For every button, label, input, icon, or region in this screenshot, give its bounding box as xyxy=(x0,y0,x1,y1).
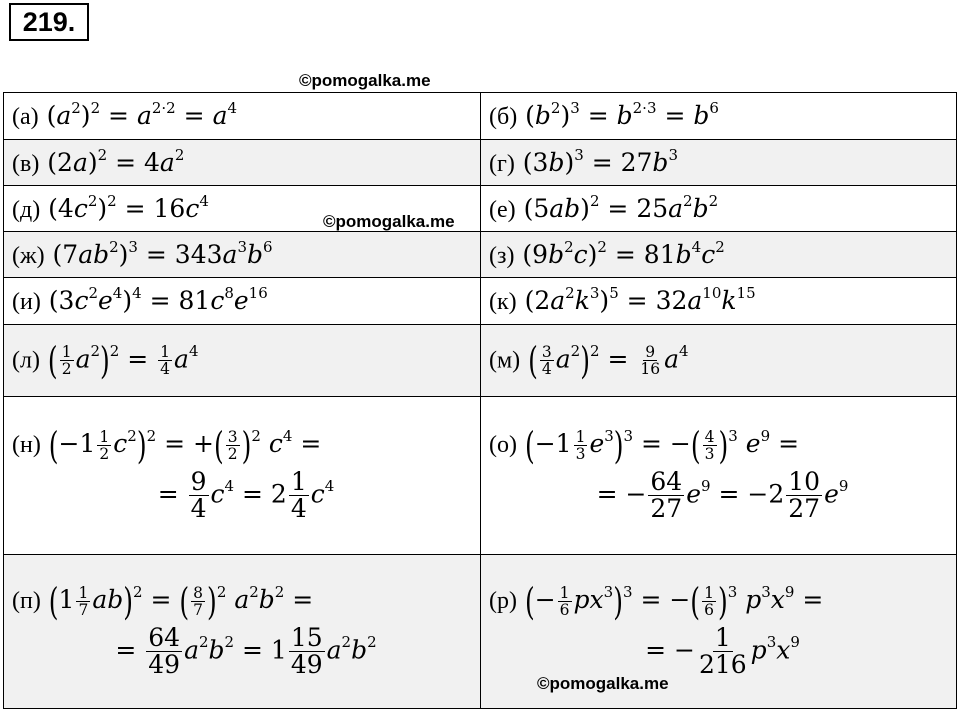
label-z: (з) xyxy=(489,242,515,269)
line-2: = − $\frac{64}{27}$ $e^9 = -2$ $\frac{10}{27}$ $e^9$ xyxy=(596,466,849,523)
label-n: (н) xyxy=(12,432,41,459)
label-p: (п) xyxy=(12,588,41,615)
watermark-bottom: ©pomogalka.me xyxy=(537,674,669,693)
line-2: = − $\frac{1}{216}$ $p^3x^9$ xyxy=(645,622,800,679)
line-2: = $\frac{9}{4}$ $c^4 = 2$ $\frac{1}{4}$ $c^4$ xyxy=(157,466,335,523)
cell-e: (е) $(5ab)^2 = 25a^2b^2$ xyxy=(481,186,957,232)
label-k: (к) xyxy=(489,289,517,315)
table-row xyxy=(4,278,957,325)
table-row xyxy=(4,186,957,232)
cell-o xyxy=(481,397,957,555)
line-1: (п) (1 $\frac{1}{7}$ ab)$^2$ = ( $\frac{8}{7}$ )$^2$ $a^2b^2$ = xyxy=(12,580,314,624)
cell-b: (б) $(b^2)^3 = b^{2\cdot 3} = b^6$ xyxy=(481,93,957,140)
label-e: (е) xyxy=(489,196,516,223)
label-g: (г) xyxy=(489,150,515,177)
label-i: (и) xyxy=(12,289,41,315)
exercise-table xyxy=(3,92,957,709)
line-2: = $\frac{64}{49}$ $a^2b^2 = 1$ $\frac{15}{49}$ $a^2b^2$ xyxy=(115,622,377,679)
label-zh: (ж) xyxy=(12,242,45,269)
line-1: (р) (− $\frac{1}{6}$ $px^3)^3$ = −( $\frac{1}{6}$ )$^3$ $p^3x^9$ = xyxy=(489,580,824,624)
cell-a: (а) $(a^2)^2 = a^{2\cdot 2} = a^4$ xyxy=(4,93,481,140)
label-m: (м) xyxy=(489,347,521,373)
label-l: (л) xyxy=(12,347,40,373)
table-row xyxy=(4,555,957,709)
cell-zh: (ж) $(7ab^2)^3 = 343a^3b^6$ xyxy=(4,232,481,278)
cell-d: (д) $(4c^2)^2 = 16c^4$ xyxy=(4,186,481,232)
line-1: (н) (−1 $\frac{1}{2}$ $c^2)^2$ = +( $\frac{3}{2}$ )$^2$ $c^4$ = xyxy=(12,424,322,468)
cell-k: (к) $(2a^2k^3)^5 = 32a^{10}k^{15}$ xyxy=(481,278,957,325)
label-v: (в) xyxy=(12,150,40,177)
label-b: (б) xyxy=(489,104,518,130)
cell-m: (м) ( $\frac{3}{4}$ $a^2)^2$ = $\frac{9}{16}$ $a^4$ xyxy=(481,325,957,397)
table-row xyxy=(4,93,957,140)
cell-p xyxy=(4,555,481,709)
table-row xyxy=(4,140,957,186)
cell-i: (и) $(3c^2e^4)^4 = 81c^8e^{16}$ xyxy=(4,278,481,325)
line-1: (о) (−1 $\frac{1}{3}$ $e^3)^3$ = −( $\frac{4}{3}$ )$^3$ $e^9$ = xyxy=(489,424,800,468)
watermark-top: ©pomogalka.me xyxy=(299,71,431,90)
label-r: (р) xyxy=(489,588,517,615)
watermark-middle: ©pomogalka.me xyxy=(323,212,455,231)
label-d: (д) xyxy=(12,196,41,223)
cell-z: (з) $(9b^2c)^2 = 81b^4c^2$ xyxy=(481,232,957,278)
cell-g: (г) $(3b)^3 = 27b^3$ xyxy=(481,140,957,186)
table-row xyxy=(4,325,957,397)
cell-n xyxy=(4,397,481,555)
problem-number: 219. xyxy=(9,3,89,41)
label-a: (а) xyxy=(12,104,39,130)
cell-l: (л) ( $\frac{1}{2}$ $a^2)^2$ = $\frac{1}{4}$ $a^4$ xyxy=(4,325,481,397)
label-o: (о) xyxy=(489,432,517,459)
table-row xyxy=(4,397,957,555)
table-row xyxy=(4,232,957,278)
cell-v: (в) $(2a)^2 = 4a^2$ xyxy=(4,140,481,186)
